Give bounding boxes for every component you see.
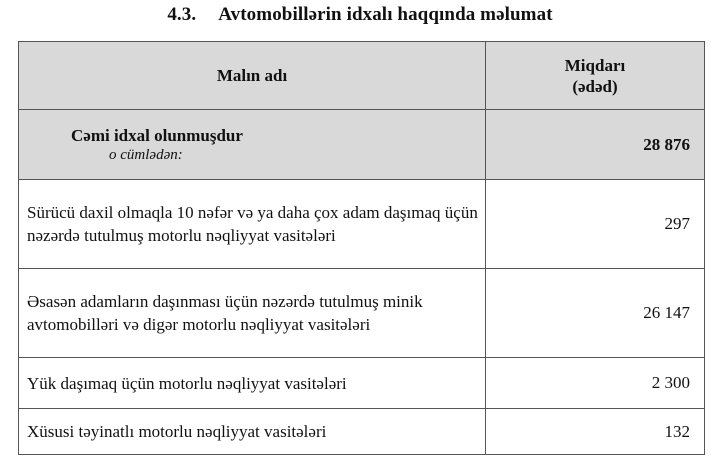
table-row xyxy=(19,180,705,269)
row-value: 297 xyxy=(486,180,705,269)
header-quantity xyxy=(486,42,705,110)
total-label: Cəmi idxal olunmuşdur xyxy=(71,125,243,145)
table-row xyxy=(19,358,705,409)
row-name: Yük daşımaq üçün motorlu nəqliyyat vasitələri xyxy=(19,358,486,409)
total-label-cell xyxy=(19,110,486,180)
header-product-name: Malın adı xyxy=(19,42,486,110)
total-sublabel: o cümlədən: xyxy=(109,146,183,163)
row-value: 2 300 xyxy=(486,358,705,409)
section-title: Avtomobillərin idxalı haqqında məlumat xyxy=(218,4,553,25)
table-row xyxy=(19,269,705,358)
row-name: Əsasən adamların daşınması üçün nəzərdə tutulmuş minik avtomobilləri və digər motorlu nəqliyyat vasitələri xyxy=(19,269,486,358)
section-number: 4.3. xyxy=(167,4,197,25)
row-value: 132 xyxy=(486,409,705,455)
import-table xyxy=(18,41,705,455)
header-quantity-label: Miqdarı xyxy=(564,55,626,75)
page-title xyxy=(0,4,720,26)
row-value: 26 147 xyxy=(486,269,705,358)
total-row xyxy=(19,110,705,180)
table-row xyxy=(19,409,705,455)
row-name: Sürücü daxil olmaqla 10 nəfər və ya daha çox adam daşımaq üçün nəzərdə tutulmuş motorlu nəqliyyat vasitələri xyxy=(19,180,486,269)
table-header-row xyxy=(19,42,705,110)
row-name: Xüsusi təyinatlı motorlu nəqliyyat vasitələri xyxy=(19,409,486,455)
header-quantity-unit: (ədəd) xyxy=(572,76,618,96)
total-value: 28 876 xyxy=(486,110,705,180)
